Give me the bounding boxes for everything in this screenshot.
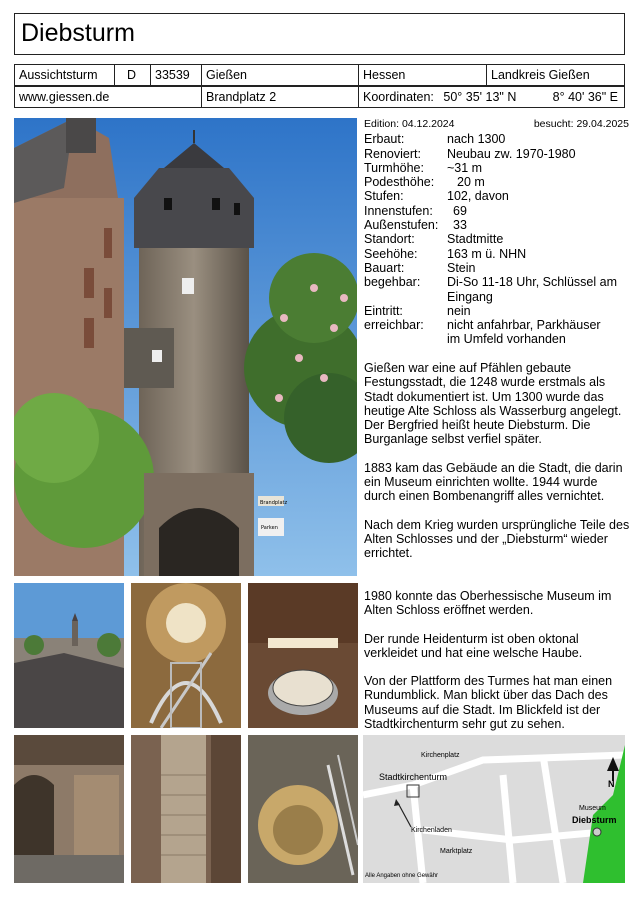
website-link[interactable]: www.giessen.de <box>15 87 202 107</box>
info-row-address <box>14 86 625 108</box>
fact-value: 20 m <box>457 175 485 190</box>
fact-value: Stein <box>447 260 476 275</box>
map-label-kirchenladen: Kirchenladen <box>411 827 452 834</box>
fact-label: Innenstufen: <box>364 203 433 218</box>
map-label-diebsturm: Diebsturm <box>572 815 617 825</box>
sign-parken: Parken <box>261 525 278 531</box>
facts-block <box>364 117 629 347</box>
fact-label: Seehöhe: <box>364 246 418 261</box>
photo-tower-platform <box>248 583 358 728</box>
fact-value: nein <box>447 303 471 318</box>
latitude: 50° 35' 13" N <box>443 90 517 104</box>
paragraph: Von der Plattform des Turmes hat man einen Rundumblick. Man blickt über das Dach des Museums auf die Stadt. Im Blickfeld ist der Stadtkirchenturm sehr gut zu sehen. <box>364 674 613 732</box>
fact-value: Stadtmitte <box>447 232 504 247</box>
map-label-marktplatz: Marktplatz <box>440 848 473 855</box>
fact-value: Neubau zw. 1970-1980 <box>447 146 576 161</box>
longitude: 8° 40' 36" E <box>552 90 618 104</box>
street-address: Brandplatz 2 <box>202 87 359 107</box>
paragraph: Gießen war eine auf Pfählen gebaute Festungsstadt, die 1248 wurde erstmals als Stadt dokumentiert ist. Um 1300 wurde das heutige Alte Schloss als Wasserburg angelegt. Der Bergfried heißt heute Diebsturm. Die Burganlage selbst verfiel später. <box>364 361 622 447</box>
north-arrow-label: N <box>608 779 615 789</box>
fact-value: ~31 m <box>447 160 483 175</box>
district: Landkreis Gießen <box>491 68 590 82</box>
country-code: D <box>115 65 151 85</box>
photo-stairwell-down <box>248 735 358 883</box>
fact-label: Turmhöhe: <box>364 160 424 175</box>
photo-inner-stairs <box>131 735 241 883</box>
paragraph: 1883 kam das Gebäude an die Stadt, die darin ein Museum einrichten wollte. 1944 wurde durch einen Bombenangriff alles vernichtet. <box>364 460 623 504</box>
paragraph: Der runde Heidenturm ist oben oktonal verkleidet und hat eine welsche Haube. <box>364 631 583 660</box>
photo-courtyard-passage <box>14 735 124 883</box>
sign-brandplatz: Brandplatz <box>260 500 288 506</box>
state: Hessen <box>359 65 487 85</box>
map-label-stadtkirchenturm: Stadtkirchenturm <box>379 772 448 782</box>
fact-label: Eintritt: <box>364 303 403 318</box>
page-title: Diebsturm <box>14 13 625 55</box>
city: Gießen <box>202 65 359 85</box>
fact-label: Bauart: <box>364 260 405 275</box>
fact-label: begehbar: <box>364 275 421 290</box>
fact-label: Erbaut: <box>364 132 405 147</box>
photo-view-from-platform <box>14 583 124 728</box>
edition-meta <box>364 117 629 131</box>
fact-label: Stufen: <box>364 189 404 204</box>
facts-list <box>364 132 629 347</box>
coordinates <box>359 87 624 107</box>
fact-label: Podesthöhe: <box>364 175 435 190</box>
map-disclaimer: Alle Angaben ohne Gewähr <box>365 873 439 879</box>
visited-date: besucht: 29.04.2025 <box>533 118 629 130</box>
fact-value-continued: im Umfeld vorhanden <box>447 332 566 347</box>
description-part-1 <box>364 361 632 575</box>
fact-label: Standort: <box>364 232 415 247</box>
tower-type: Aussichtsturm <box>15 65 115 85</box>
edition-date: Edition: 04.12.2024 <box>364 118 455 130</box>
fact-value: 33 <box>453 218 467 233</box>
fact-value: nicht anfahrbar, Parkhäuser <box>447 318 601 333</box>
location-map <box>363 735 625 883</box>
fact-label: Außenstufen: <box>364 218 439 233</box>
fact-value-continued: Eingang <box>447 289 493 304</box>
fact-value: Di-So 11-18 Uhr, Schlüssel am <box>447 275 617 290</box>
fact-value: 69 <box>453 203 467 218</box>
fact-value: 102, davon <box>447 189 509 204</box>
fact-label: erreichbar: <box>364 318 424 333</box>
info-row-location <box>14 64 625 86</box>
map-label-museum: Museum <box>579 805 606 812</box>
main-photo-diebsturm <box>14 118 357 576</box>
postal-code: 33539 <box>151 65 202 85</box>
description-part-2 <box>364 589 632 745</box>
photo-spiral-staircase <box>131 583 241 728</box>
fact-value: 163 m ü. NHN <box>447 246 527 261</box>
map-label-kirchenplatz: Kirchenplatz <box>421 752 460 759</box>
paragraph: Nach dem Krieg wurden ursprüngliche Teile des Alten Schlosses und der „Diebsturm“ wieder errichtet. <box>364 517 630 561</box>
coordinates-label: Koordinaten: <box>363 90 434 104</box>
fact-label: Renoviert: <box>364 146 421 161</box>
paragraph: 1980 konnte das Oberhessische Museum im Alten Schloss eröffnet werden. <box>364 589 612 618</box>
fact-value: nach 1300 <box>447 132 506 147</box>
